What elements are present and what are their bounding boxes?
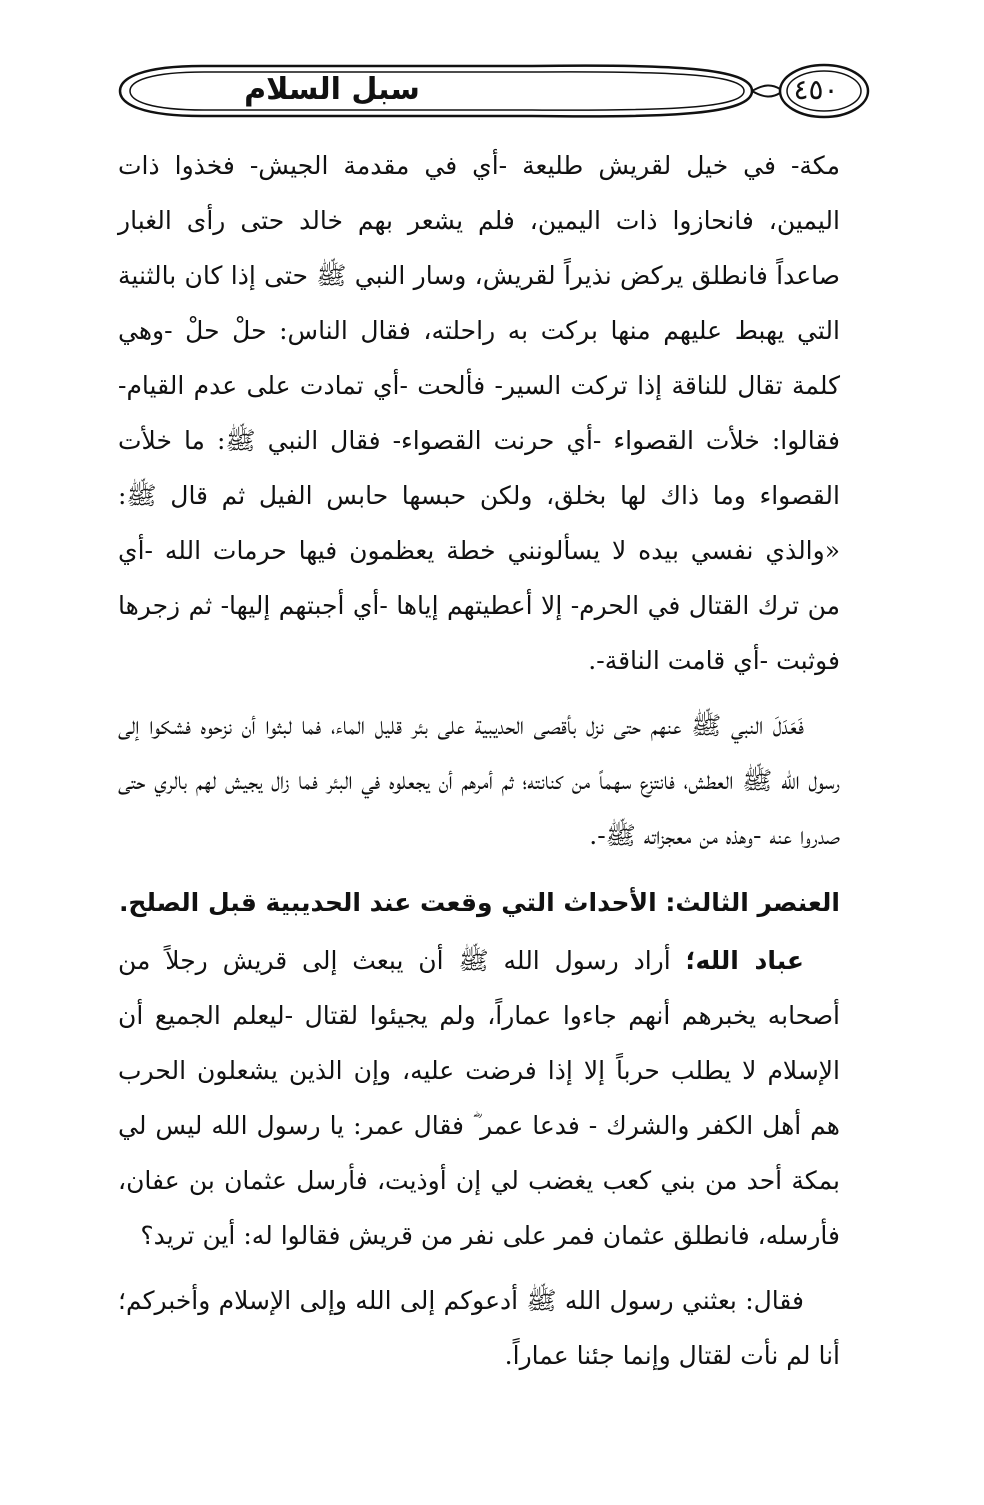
section-heading: العنصر الثالث: الأحداث التي وقعت عند الحديبية قبل الصلح.: [118, 888, 840, 917]
paragraph-3-text: أراد رسول الله ﷺ أن يبعث إلى قريش رجلاً من أصحابه يخبرهم أنهم جاءوا عماراً، ولم يجيئوا لقتال -ليعلم الجميع أن الإسلام لا يطلب حرباً إلا إذا فرضت عليه، وإن الذين يشعلون الحرب هم أهل الكفر والشرك - فدعا عمر ؓ فقال عمر: يا رسول الله ليس لي بمكة أحد من بني كعب يغضب لي إن أوذيت، فأرسل عثمان بن عفان، فأرسله، فانطلق عثمان فمر على نفر من قريش فقالوا له: أين تريد؟: [118, 946, 840, 1250]
running-title: سبل السلام: [244, 72, 420, 107]
page-body: [118, 138, 840, 1383]
page-header: [112, 56, 872, 126]
paragraph-4: فقال: بعثني رسول الله ﷺ أدعوكم إلى الله وإلى الإسلام وأخبركم؛ أنا لم نأت لقتال وإنما جئنا عماراً.: [118, 1286, 840, 1370]
page-number: ٤٥٠: [793, 73, 839, 106]
paragraph-1: مكة- في خيل لقريش طليعة -أي في مقدمة الجيش- فخذوا ذات اليمين، فانحازوا ذات اليمين، فلم يشعر بهم خالد حتى رأى الغبار صاعداً فانطلق يركض نذيراً لقريش، وسار النبي ﷺ حتى إذا كان بالثنية التي يهبط عليهم منها بركت به راحلته، فقال الناس: حلْ حلْ -وهي كلمة تقال للناقة إذا تركت السير- فألحت -أي تمادت على عدم القيام- فقالوا: خلأت القصواء -أي حرنت القصواء- فقال النبي ﷺ: ما خلأت القصواء وما ذاك لها بخلق، ولكن حبسها حابس الفيل ثم قال ﷺ: «والذي نفسي بيده لا يسألونني خطة يعظمون فيها حرمات الله -أي من ترك القتال في الحرم- إلا أعطيتهم إياها -أي أجبتهم إليها- ثم زجرها فوثبت -أي قامت الناقة-.: [118, 151, 841, 675]
paragraph-2: فَعَدَلَ النبي ﷺ عنهم حتى نزل بأقصى الحديبية على بئر قليل الماء، فما لبثوا أن نزحوه فشكوا إلى رسول الله ﷺ العطش، فانتزع سهماً من كنانته؛ ثم أمرهم أن يجعلوه في البئر فما زال يجيش لهم بالري حتى صدروا عنه -وهذه من معجزاته ﷺ-.: [118, 711, 840, 850]
paragraph-3: [118, 933, 840, 1263]
paragraph-3-lead: عباد الله؛: [685, 946, 804, 975]
